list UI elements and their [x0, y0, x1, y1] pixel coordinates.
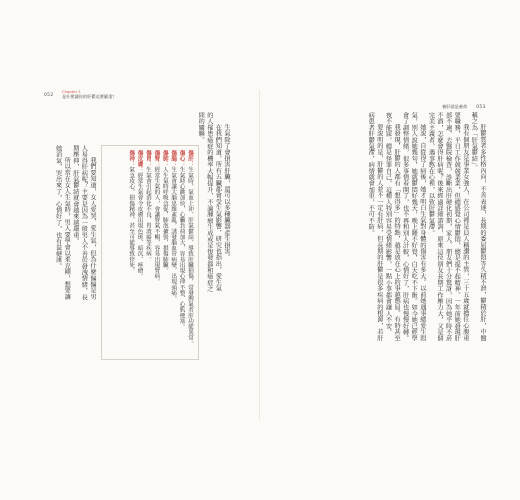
body-paragraph-3: 她說，自從得了病後，她才明白生氣對身體的傷害有多大。以前她遇事總愛生悶氣，別人說她幾句，她就鬱悶好幾天，晚上睡不好覺，白天吃不下飯。如今她已經學會了調整情緒，很多事情看開了，也不再和別人計較，心情好了，肝病也慢慢好轉。: [401, 112, 426, 342]
harm-item: 傷心：生氣時心跳加快，心臟負荷加大，容易出現心律不整、心肌梗塞。: [178, 150, 185, 330]
harm-item: 傷腦：生氣會讓大腦思維紊亂，誘發腦血管病變，出現頭痛。: [170, 150, 177, 302]
chapter-header: [62, 89, 116, 100]
right-header: [442, 93, 486, 112]
left-page-number: 052: [44, 93, 54, 98]
harm-item: 傷皮膚：經常生氣會令皮膚出現色斑、暗沉、痤瘡。: [136, 150, 143, 279]
right-page-body: [290, 112, 486, 342]
left-page-closing-text: [38, 145, 96, 305]
body-paragraph-2: 我有個朋友是事業女強人，在公司裡是員人稱讚的主管，三十五歲就擔任心腹重要職務，平日工作兢兢業業，但總感覺心情鬱悶，總是提不起精神。一年前她發現肝部不適，去醫院檢查，診斷出肝硬化初期，家人、朋友們十分驚訝，因為她平時不菸不酒，怎麼會得肝病呢？後來經過詳細諮詢，原來這位朋友長期工作壓力大，又是個完美主義者，遇事憋在心裡，以致肝鬱氣滯。: [427, 112, 469, 342]
body-paragraph-5: 要說明的是，肝鬱的人並不一定有肝病，但長期的肝鬱是很多疾病的根源，若肝病患者肝鬱氣滯，病情就會加重，不可不防。: [367, 112, 383, 342]
harm-item: 傷神：氣急攻心，損傷精神，甚至可能導致猝死。: [128, 150, 135, 274]
right-page-number: 053: [476, 105, 486, 110]
right-page: [260, 0, 520, 500]
harm-item: 傷肺：人生氣時呼吸急促，肺泡擴張，損傷肺臟。: [161, 150, 168, 274]
intro-paragraph-1: 生氣除了會損害肝臟，還可以多種臟器產生損害。: [223, 124, 230, 261]
body-paragraph-1: 肝鬱質者多性格內向，不善表達，長期的委屈鬱悶等久積不泄，鬱積於肝，中醫稱之為「肝氣鬱結」。: [470, 112, 486, 342]
left-header: [44, 93, 54, 98]
chapter-title: 是什麼讓你的肝鬱這麼嚴重？: [62, 94, 117, 99]
intro-paragraph-2: 在我們知道，所有五臟都會受生氣影響，研究也指出，愛生氣的人罹患癌症的機率大幅提升，不論腫瘤生成或是復發都和癌症之間的關聯。: [197, 112, 222, 292]
left-page-intro-text: [197, 112, 230, 292]
harm-list: [104, 150, 194, 355]
chapter-label: Chapter 1: [62, 89, 81, 94]
harm-item: 傷肝：生氣時，氣血上沖，肝氣鬱結，導致肝臟損傷，常發脾氣者肝功能異常。: [187, 150, 193, 347]
harm-item: 傷胃：生氣會引起消化不良、胃潰瘍等疾病。: [144, 150, 151, 263]
closing-paragraph-2: 所以常在女人生氣時，男人要學會以柔克剛，想要讓她消氣，哭出來了，心情好了，也有益健康。: [54, 145, 71, 300]
harm-item: 傷腎：經常生氣的人，會讓腎氣不暢，容易出現腎病。: [153, 150, 160, 285]
running-title: 養肝就是養命: [442, 104, 468, 109]
body-paragraph-4: 我發現，肝鬱的人都有「想得多」的特點，越是放在心上的事越憋屈。有時甚至夜不能寐，總是怪罪自己，這種人特別容易受情緒影響，一點小事都會讓人不安。: [384, 112, 401, 342]
closing-paragraph-1: 我們要知道，女人愛哭、愛生氣，但為什麼偏偏是男人易得肝病呢？主要是因為一般男人不善於發洩情緒，長期壓抑，肝氣鬱結就會越來越嚴重。: [71, 145, 96, 300]
